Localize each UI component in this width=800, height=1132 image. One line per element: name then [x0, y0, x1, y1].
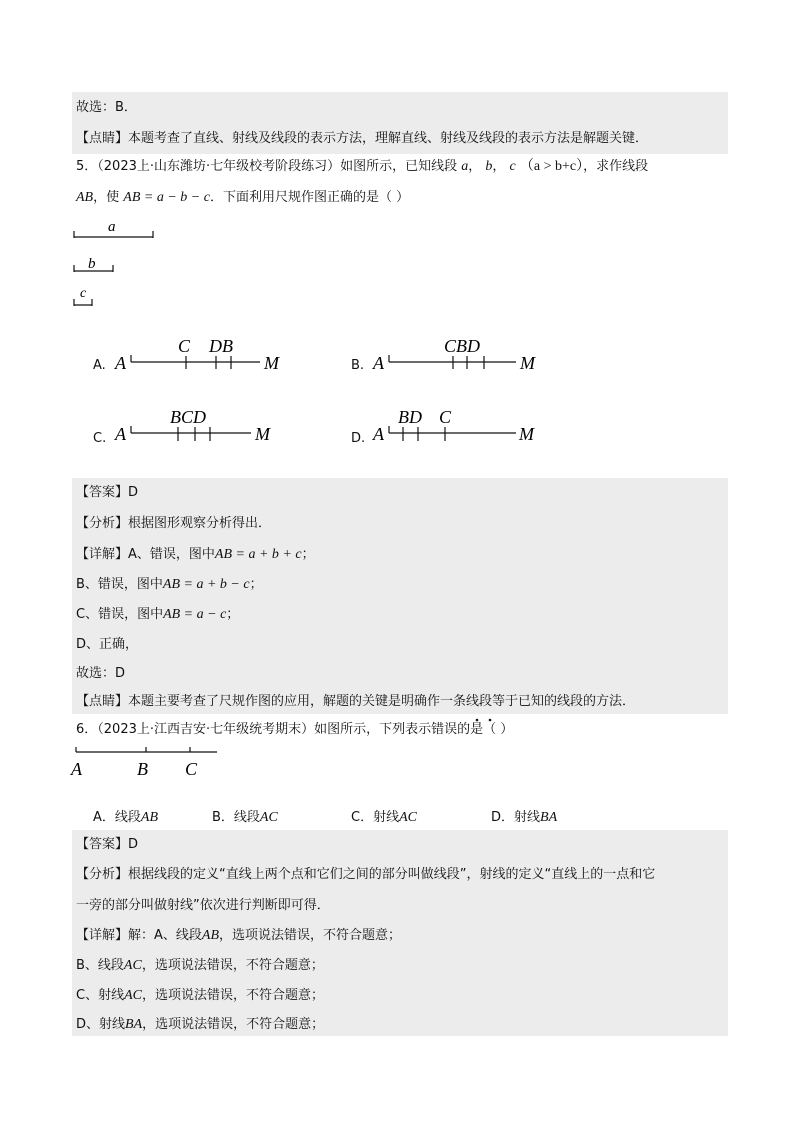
- option-d-label-M: M: [519, 424, 534, 444]
- q6-detail-d-math: BA: [125, 1017, 143, 1032]
- option-c-figure: [131, 426, 251, 441]
- q5-detail-a-formula: AB = a + b + c: [214, 547, 302, 562]
- q6-option-d-text: D．射线: [491, 810, 541, 825]
- q5-option-a-letter: A.: [93, 358, 106, 373]
- q5-detail-b: B、错误，图中AB = a + b − c；: [76, 577, 263, 592]
- q5-detail-c: C、错误，图中AB = a − c；: [76, 607, 240, 622]
- option-a-label-A: A: [115, 353, 126, 373]
- option-c-label-M: M: [255, 424, 270, 444]
- q6-detail-b: [76, 958, 324, 974]
- option-d-figure: [389, 426, 516, 441]
- q6-detail-c-math: AC: [124, 988, 142, 1003]
- q6-option-a: [93, 806, 158, 826]
- q5-option-d-letter: D.: [351, 431, 366, 446]
- q5-option-b-letter: B.: [351, 358, 365, 373]
- q5-stem-line2-end: ．下面利用尺规作图正确的是（ ）: [209, 190, 410, 205]
- q5-conclusion: 故选：D: [76, 666, 126, 681]
- q5-formula: AB = a − b − c: [123, 190, 210, 205]
- q5-detail-c-text: C、错误，图中: [76, 607, 164, 622]
- var-c: c: [509, 159, 516, 174]
- emphasis-dot: [489, 719, 492, 722]
- conclusion-line: 故选：B．: [76, 100, 137, 115]
- q6-answer: 【答案】D: [76, 837, 139, 852]
- q6-stem-emphasis: 错误: [431, 722, 458, 737]
- q6-detail-c: [76, 988, 324, 1004]
- q6-detail-d: [76, 1017, 324, 1033]
- q6-option-a-math: AB: [140, 810, 159, 825]
- q6-label-B: B: [137, 759, 148, 779]
- q6-detail-a-post: ，选项说法错误，不符合题意；: [219, 928, 402, 943]
- q6-detail-a-pre: 【详解】解：A、线段: [76, 928, 202, 943]
- q6-detail-a-math: AB: [201, 928, 220, 943]
- option-b-label-A: A: [373, 353, 384, 373]
- option-b-figure: [389, 355, 516, 369]
- q5-option-c-letter: C.: [93, 431, 107, 446]
- q5-comment: 【点睛】本题主要考查了尺规作图的应用，解题的关键是明确作一条线段等于已知的线段的方法．: [76, 694, 636, 709]
- q5-stem-line1: 5．（2023上·山东潍坊·七年级校考阶段练习）如图所示，已知线段 a， b， c （a > b+c），求作线段: [76, 159, 649, 174]
- q6-option-d: [491, 806, 557, 826]
- var-a: a: [461, 159, 469, 174]
- segment-c-label: c: [80, 286, 87, 301]
- q5-detail-d: D、正确，: [76, 637, 139, 652]
- option-d-label-BD: BD: [398, 407, 422, 427]
- option-c-label-A: A: [115, 424, 126, 444]
- option-a-figure: [131, 355, 260, 369]
- condition: （a > b+c）: [519, 159, 584, 174]
- option-c-label-BCD: BCD: [170, 407, 206, 427]
- segment-ab: AB: [76, 190, 94, 205]
- option-b-label-M: M: [520, 353, 535, 373]
- q6-option-b: [212, 806, 278, 826]
- q6-stem: [76, 722, 513, 738]
- q6-option-c: [351, 806, 417, 826]
- segment-b-label: b: [88, 256, 96, 272]
- q5-detail-a-text: 【详解】A、错误，图中: [76, 547, 215, 562]
- q5-shi: ，使: [93, 190, 120, 205]
- q6-stem-text: 6．（2023上·江西吉安·七年级统考期末）如图所示，下列表示: [76, 722, 432, 737]
- option-d-label-C: C: [439, 407, 452, 427]
- q6-detail-a: [76, 928, 401, 944]
- option-a-label-M: M: [264, 353, 279, 373]
- q6-analysis-1: 【分析】根据线段的定义“直线上两个点和它们之间的部分叫做线段”，射线的定义“直线上的一点和它: [76, 867, 656, 882]
- segment-a-label: a: [108, 219, 116, 235]
- q6-detail-b-math: AC: [123, 958, 142, 973]
- q6-option-b-text: B．线段: [212, 810, 260, 825]
- option-b-label-CBD: CBD: [444, 336, 480, 356]
- option-d-label-A: A: [373, 424, 384, 444]
- q6-detail-b-pre: B、线段: [76, 958, 124, 973]
- q6-label-C: C: [185, 759, 198, 779]
- q6-analysis-2: 一旁的部分叫做射线”依次进行判断即可得．: [76, 898, 330, 913]
- option-a-label-C: C: [178, 336, 191, 356]
- q6-detail-d-pre: D、射线: [76, 1017, 126, 1032]
- q6-option-b-math: AC: [259, 810, 278, 825]
- q5-stem-text: 5．（2023上·山东潍坊·七年级校考阶段练习）如图所示，已知线段: [76, 159, 458, 174]
- q5-detail-c-formula: AB = a − c: [163, 607, 227, 622]
- q5-answer: 【答案】D: [76, 485, 139, 500]
- var-b: b: [485, 159, 493, 174]
- comment-line: 【点睛】本题考查了直线、射线及线段的表示方法，理解直线、射线及线段的表示方法是解题关键．: [76, 131, 649, 146]
- q5-detail-b-text: B、错误，图中: [76, 577, 163, 592]
- q5-detail-a: 【详解】A、错误，图中AB = a + b + c；: [76, 547, 315, 562]
- q5-analysis: 【分析】根据图形观察分析得出．: [76, 516, 272, 531]
- q6-option-c-text: C．射线: [351, 810, 400, 825]
- q6-detail-d-post: ，选项说法错误，不符合题意；: [142, 1017, 325, 1032]
- q5-detail-b-formula: AB = a + b − c: [162, 577, 250, 592]
- q6-detail-b-post: ，选项说法错误，不符合题意；: [141, 958, 324, 973]
- q5-stem-end: ，求作线段: [583, 159, 649, 174]
- q6-detail-c-post: ，选项说法错误，不符合题意；: [141, 988, 324, 1003]
- q6-stem-end: 的是（ ）: [457, 722, 514, 737]
- q6-option-d-math: BA: [540, 810, 558, 825]
- q6-detail-c-pre: C、射线: [76, 988, 125, 1003]
- q6-label-A: A: [71, 759, 82, 779]
- emphasis-dot: [476, 719, 479, 722]
- q6-option-c-math: AC: [399, 810, 417, 825]
- q6-option-a-text: A．线段: [93, 810, 141, 825]
- option-a-label-DB: DB: [209, 336, 233, 356]
- q6-figure: [76, 747, 217, 752]
